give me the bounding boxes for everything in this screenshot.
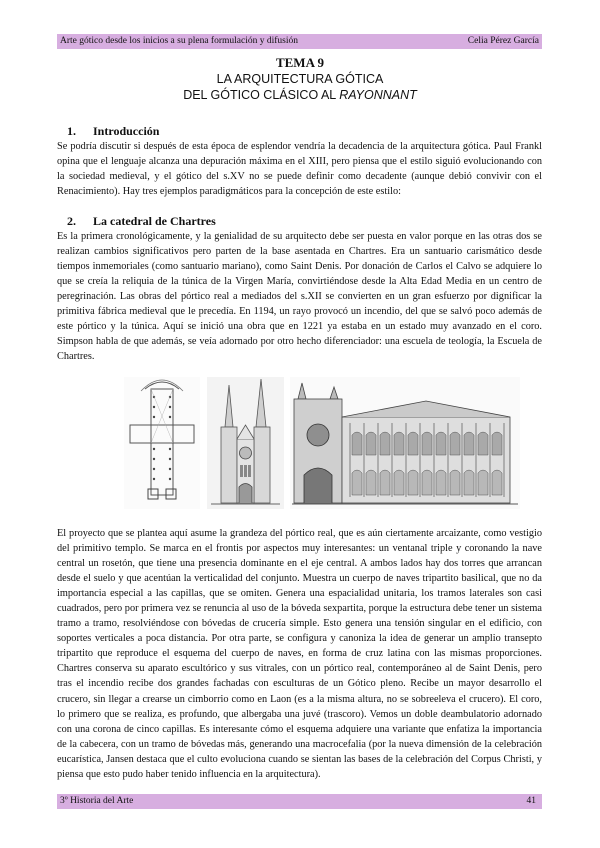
- paragraph-proyecto: El proyecto que se plantea aquí asume la grandeza del pórtico real, que es aún ciertamente arcaizante, como vestigio del primitivo templo. Se marca en el frontis por aspectos muy interesantes: un ventanal triple y coronando la nave central un rosetón, que tiene una presencia dominante en el eje central. A ambos lados hay dos torres que arrancan desde el suelo y que acentúan la verticalidad del conjunto. Muestra un cuerpo de naves tripartito basilical, que no da importancia especial a las capillas, que se omiten. Genera una espacialidad unitaria, los tramos laterales son casi cuadrados, pero por primera vez se renuncia al uso de la bóveda sexpartita, porque la estructura debe tener un sistema tramo a tramo, resolviéndose con bóvedas de crucería simple. Esto genera una tensión singular en el edificio, con soportes verticales a poca distancia. Por otra parte, se configura y canoniza la idea de generar un amplio transepto tripartito que reproduce el esquema del cuerpo de naves, en forma de cruz latina con las mismas proporciones. Chartres conserva su aparato escultórico y sus vitrales, con un pórtico real, contemporáneo al de Saint Denis, pero tras el incendio recibe dos grandes fachadas con esculturas de un Gótico pleno. Recibe un mayor desarrollo el crucero, sin llegar a crearse un cimborrio como en Laon (es a la misma altura, no se sobreeleva el crucero). El coro, lo primero que se realiza, es profundo, que albergaba una juvé (trascoro). Vemos un doble deambulatorio adornado con una corona de cinco capillas. Es interesante cómo el esquema adquiere una variante que enfatiza la importancia de la cabecera, con un tramo de bóvedas más, generando una macrocefalia (por la nueva dimensión de la celebración eucarística, Jansen destaca que el culto evoluciona cuando se sientan las bases de la celebración del Corpus Christi, y piensa que esto pudo haber tenido influencia en la arquitectura).: [57, 528, 542, 780]
- topic-number: TEMA 9: [275, 55, 325, 70]
- header-author: Celia Pérez García: [467, 36, 539, 46]
- chartres-west-facade-image: [207, 377, 284, 509]
- topic-subtitle: [0, 88, 600, 102]
- section-heading-chartres: [67, 214, 216, 229]
- footer-page-number: 41: [526, 796, 536, 806]
- topic-subtitle-text: DEL GÓTICO CLÁSICO AL: [183, 88, 340, 102]
- section-title: La catedral de Chartres: [93, 214, 216, 228]
- footer-course: 3º Historia del Arte: [60, 796, 134, 806]
- chartres-elevation-image: [290, 377, 520, 509]
- paragraph-introduccion: Se podría discutir si después de esta época de esplendor vendría la decadencia de la arquitectura gótica. Paul Frankl opina que el lenguaje alcanza una depuración máxima en el XIII, pero piensa que el estilo siguió evolucionando con la sociedad medieval, y el gótico del s.XV no se puede definir como decadente (aunque debió convivir con el Renacimiento). Hay tres ejemplos paradigmáticos para la concepción de este estilo:: [57, 141, 542, 198]
- section-heading-introduccion: [67, 124, 159, 139]
- paragraph-chartres: Es la primera cronológicamente, y la genialidad de su arquitecto debe ser puesta en valor porque en las otras dos se realizan cambios significativos pero parten de la base asentada en Chartres. Era un santuario carismático desde tiempos inmemoriales (como santuario mariano), como Saint Denis. Por donación de Carlos el Calvo se adquiere lo que se creía la reliquia de la túnica de la Virgen María, convirtiéndose desde la Alta Edad Media en un centro de peregrinación. Las obras del pórtico real a mediados del s.XII se convierten en un gran esfuerzo por dignificar la primitiva fábrica medieval que le precedía. En 1194, un rayo provocó un incendio, del que se salvó poco además de este pórtico y la túnica. Aquí se inició una obra que en 1221 ya estaba en un estado muy avanzado en el coro. Simpson habla de que además, se veía adornado por otro hecho diferenciador: una escuela de teología, la Escuela de Chartres.: [57, 231, 542, 363]
- topic-subtitle-italic: RAYONNANT: [339, 88, 417, 102]
- section-number: 2.: [67, 214, 76, 228]
- topic-title: LA ARQUITECTURA GÓTICA: [216, 72, 384, 86]
- page-footer: [57, 794, 542, 809]
- header-course-title: Arte gótico desde los inicios a su plena formulación y difusión: [60, 36, 298, 46]
- section-title: Introducción: [93, 124, 160, 138]
- chartres-floor-plan-image: [124, 377, 200, 509]
- section-number: 1.: [67, 124, 76, 138]
- page-header: [57, 34, 542, 49]
